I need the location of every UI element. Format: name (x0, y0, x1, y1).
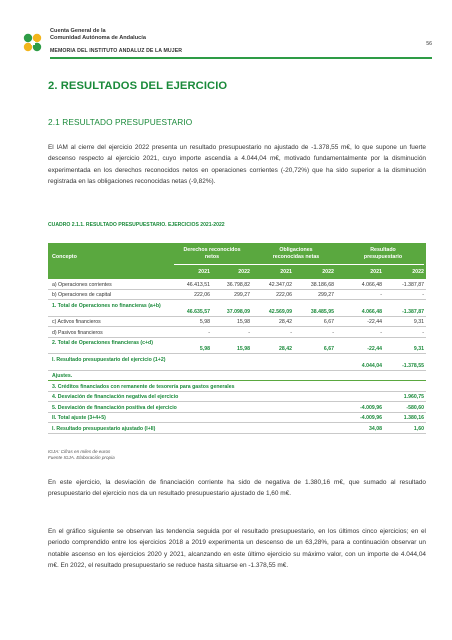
year-2021-derechos: 2021 (198, 269, 210, 275)
table-header (48, 243, 426, 279)
intro-paragraph: El IAM al cierre del ejercicio 2022 presenta un resultado presupuestario no ajustado de -1.378,55 m€, lo que supone un fuerte descenso respecto al ejercicio 2021, cuyo importe ascendía a 4.044,04 m€, motivado fundamentalmente por la disminución experimentada en los derechos reconocidos netos en operaciones corrientes (-20,72%) que ha sido superior a la disminución registrada en las obligaciones reconocidas netas (-9,82%). (48, 144, 426, 186)
header-resultado-line2: presupuestario (363, 254, 403, 260)
cell-value: 42.347,02 (268, 281, 292, 288)
table-body (48, 279, 426, 434)
row-label: a) Operaciones corrientes (52, 281, 112, 288)
cell-value: -1.387,87 (402, 281, 424, 288)
row-label: d) Pasivos financieros (52, 329, 103, 336)
cell-value: -580,60 (406, 404, 424, 411)
cell-value: - (208, 329, 210, 336)
org-line-2: Comunidad Autónoma de Andalucía (50, 35, 146, 41)
section-title: 2. RESULTADOS DEL EJERCICIO (48, 80, 228, 92)
institution-logo (22, 32, 44, 54)
table-row (48, 317, 426, 328)
cell-value: 46.635,57 (186, 308, 210, 315)
table-row (48, 402, 426, 413)
cell-value: 1,60 (413, 425, 424, 432)
cell-value: 5,98 (199, 319, 210, 325)
cell-value: 42.569,09 (268, 308, 292, 315)
year-2021-resultado: 2021 (370, 269, 382, 275)
paragraph-2: En este ejercicio, la desviación de financiación corriente ha sido de negativa de 1.380,16 m€, que sumado al resultado presupuestario del ejercicio nos da un resultado presupuestario ajustado de 1,60 m€. (48, 479, 426, 498)
table-title: CUADRO 2.1.1. RESULTADO PRESUPUESTARIO. EJERCICIOS 2021-2022 (48, 222, 225, 228)
table-row (48, 381, 426, 392)
table-row (48, 290, 426, 301)
cell-value: -4.009,96 (360, 415, 382, 421)
header-resultado-line1: Resultado (370, 247, 396, 253)
row-label: 4. Desviación de financiación negativa del ejercicio (52, 394, 179, 400)
cell-value: 1.960,75 (403, 394, 424, 400)
cell-value: 4.044,04 (361, 362, 382, 369)
cell-value: - (422, 329, 424, 336)
budget-result-table (48, 243, 426, 434)
page-number: 56 (426, 41, 432, 47)
header-divider (50, 57, 432, 59)
year-2022-resultado: 2022 (412, 269, 424, 275)
table-row (48, 300, 426, 317)
header-concepto: Concepto (52, 254, 77, 260)
year-2022-derechos: 2022 (238, 269, 250, 275)
year-2022-obligaciones: 2022 (322, 269, 334, 275)
table-row (48, 392, 426, 403)
row-label: 1. Total de Operaciones no financieras (a+b) (52, 302, 161, 309)
cell-value: 46.413,51 (186, 281, 210, 288)
row-label: c) Activos financieros (52, 319, 101, 325)
page-header (22, 28, 432, 64)
table-row (48, 371, 426, 382)
row-label: II. Total ajuste (3+4+5) (52, 415, 106, 421)
header-derechos-line2: netos (204, 254, 220, 260)
cell-value: 4.066,48 (361, 281, 382, 288)
paragraph-3: En el gráfico siguiente se observan las tendencia seguida por el resultado presupuestario, en los últimos cinco ejercicios; en el periodo comprendido entre los ejercicios 2018 a 2019 experimenta un descenso de un 63,28%, para a continuación observar un notable ascenso en los ejercicios 2020 y 2021, alcanzando en este último ejercicio su máximo valor, con un importe de 4.044,04 m€. En 2022, el resultado presupuestario se reduce hasta situarse en -1.378,55 m€. (48, 528, 426, 570)
row-label: 2. Total de Operaciones financieras (c+d) (52, 340, 153, 346)
row-label: I. Resultado presupuestario ajustado (I+II) (52, 425, 156, 432)
document-title: MEMORIA DEL INSTITUTO ANDALUZ DE LA MUJER (50, 48, 183, 54)
cell-value: 15,98 (237, 346, 250, 352)
row-label: 5. Desviación de financiación positiva del ejercicio (52, 404, 177, 411)
header-resultado (342, 247, 424, 261)
cell-value: -4.009,96 (360, 404, 382, 411)
subsection-title: 2.1 RESULTADO PRESUPUESTARIO (48, 117, 193, 127)
cell-value: -1.378,55 (402, 362, 424, 369)
cell-value: 15,98 (237, 319, 250, 325)
cell-value: 28,42 (279, 319, 292, 325)
header-derechos (174, 247, 250, 261)
cell-value: 34,08 (369, 425, 382, 432)
cell-value: 299,27 (234, 292, 250, 298)
cell-value: 38.186,68 (310, 281, 334, 288)
cell-value: 1.380,16 (403, 415, 424, 421)
table-row (48, 413, 426, 424)
table-row (48, 279, 426, 290)
row-label: Ajustes. (52, 373, 73, 379)
cell-value: 9,31 (413, 319, 424, 325)
table-row (48, 338, 426, 355)
cell-value: 222,06 (194, 292, 210, 298)
cell-value: - (380, 329, 382, 336)
cell-value: 299,27 (318, 292, 334, 298)
cell-value: - (248, 329, 250, 336)
cell-value: -1.387,87 (402, 308, 424, 315)
row-label: 3. Créditos financiados con remanente de tesorería para gastos generales (52, 383, 235, 390)
table-row (48, 327, 426, 338)
cell-value: -22,44 (367, 319, 382, 325)
cell-value: 38.485,95 (310, 308, 334, 315)
cell-value: - (332, 329, 334, 336)
header-obligaciones-line1: Obligaciones (279, 247, 313, 253)
cell-value: -22,44 (367, 346, 382, 352)
cell-value: - (290, 329, 292, 336)
header-divider-line (174, 264, 424, 265)
cell-value: 5,98 (199, 346, 210, 352)
header-derechos-line1: Derechos reconocidos (183, 247, 241, 253)
header-obligaciones (254, 247, 338, 261)
note-units: IGJA: Cifras en miles de euros (48, 449, 111, 454)
cell-value: 36.798,82 (226, 281, 250, 288)
cell-value: 6,67 (323, 346, 334, 352)
cell-value: 4.066,48 (361, 308, 382, 315)
table-notes (48, 449, 115, 461)
cell-value: 6,67 (323, 319, 334, 325)
cell-value: 9,31 (413, 346, 424, 352)
note-source: Fuente IGJA. Elaboración propia (48, 455, 115, 460)
row-label: b) Operaciones de capital (52, 292, 112, 298)
cell-value: 28,42 (279, 346, 292, 352)
cell-value: 222,06 (276, 292, 292, 298)
organization-name (50, 28, 146, 42)
table-row (48, 354, 426, 371)
year-2021-obligaciones: 2021 (280, 269, 292, 275)
cell-value: 37.098,09 (226, 308, 250, 315)
header-obligaciones-line2: reconocidas netas (272, 254, 320, 260)
table-row (48, 423, 426, 434)
org-line-1: Cuenta General de la (50, 28, 106, 34)
row-label: I. Resultado presupuestario del ejercicio (1+2) (52, 356, 166, 363)
cell-value: - (380, 292, 382, 298)
cell-value: - (422, 292, 424, 298)
